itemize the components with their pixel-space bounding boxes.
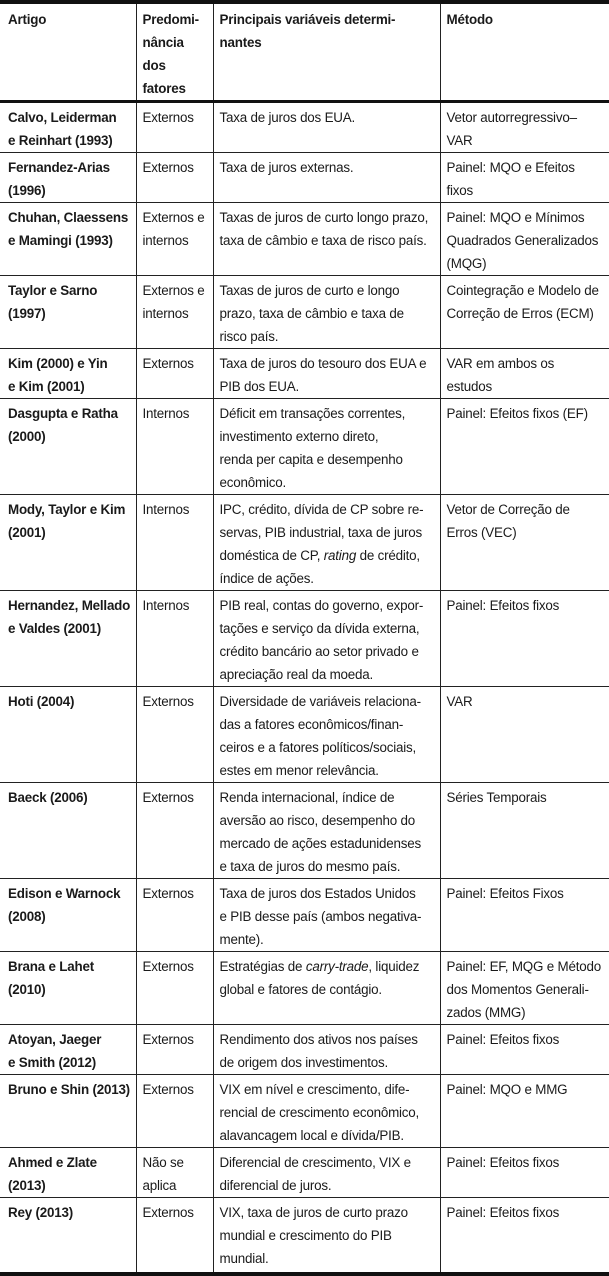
table-row	[0, 1148, 609, 1198]
table-row	[0, 153, 609, 203]
cell-metodo: Painel: Efeitos fixos	[440, 1148, 609, 1198]
cell-predominancia: Externos e internos	[136, 276, 213, 349]
cell-variaveis: VIX em nível e crescimento, dife- rencial de crescimento econômico, alavancagem local e dívida/PIB.	[213, 1075, 440, 1148]
cell-predominancia: Externos e internos	[136, 203, 213, 276]
cell-artigo: Edison e Warnock (2008)	[8, 886, 121, 924]
cell-predominancia: Externos	[136, 153, 213, 203]
cell-variaveis: Diferencial de crescimento, VIX e diferencial de juros.	[213, 1148, 440, 1198]
table-row	[0, 952, 609, 1025]
table-row	[0, 687, 609, 783]
cell-metodo: Vetor de Correção de Erros (VEC)	[440, 495, 609, 591]
cell-variaveis: Diversidade de variáveis relaciona- das a fatores econômicos/finan- ceiros e a fatores políticos/sociais, estes em menor relevância.	[213, 687, 440, 783]
cell-predominancia: Externos	[136, 102, 213, 153]
cell-artigo: Mody, Taylor e Kim (2001)	[8, 502, 126, 540]
cell-variaveis: Estratégias de carry-trade, liquidez global e fatores de contágio.	[213, 952, 440, 1025]
cell-metodo: VAR	[440, 687, 609, 783]
cell-metodo: Painel: Efeitos fixos (EF)	[440, 399, 609, 495]
cell-predominancia: Não se aplica	[136, 1148, 213, 1198]
table-row	[0, 783, 609, 879]
header-metodo: Método	[440, 2, 609, 102]
table-row	[0, 1075, 609, 1148]
table-row	[0, 349, 609, 399]
cell-metodo: Painel: MQO e Efeitos fixos	[440, 153, 609, 203]
cell-metodo: Painel: MQO e MMG	[440, 1075, 609, 1148]
table-row	[0, 276, 609, 349]
cell-variaveis: VIX, taxa de juros de curto prazo mundial e crescimento do PIB mundial.	[213, 1198, 440, 1274]
cell-predominancia: Externos	[136, 1025, 213, 1075]
cell-artigo: Kim (2000) e Yin e Kim (2001)	[8, 356, 108, 394]
cell-variaveis: Taxas de juros de curto longo prazo, taxa de câmbio e taxa de risco país.	[213, 203, 440, 276]
cell-variaveis: Taxa de juros dos Estados Unidos e PIB desse país (ambos negativa- mente).	[213, 879, 440, 952]
cell-predominancia: Internos	[136, 591, 213, 687]
header-variaveis: Principais variáveis determi- nantes	[213, 2, 440, 102]
cell-predominancia: Externos	[136, 783, 213, 879]
cell-variaveis: Taxa de juros do tesouro dos EUA e PIB dos EUA.	[213, 349, 440, 399]
cell-variaveis: Déficit em transações correntes, investimento externo direto, renda per capita e desempenho econômico.	[213, 399, 440, 495]
cell-artigo: Fernandez-Arias (1996)	[8, 160, 110, 198]
cell-predominancia: Externos	[136, 1075, 213, 1148]
table-row	[0, 879, 609, 952]
cell-metodo: Séries Temporais	[440, 783, 609, 879]
cell-metodo: Painel: EF, MQG e Método dos Momentos Generali- zados (MMG)	[440, 952, 609, 1025]
cell-artigo: Ahmed e Zlate (2013)	[8, 1155, 97, 1193]
cell-predominancia: Internos	[136, 495, 213, 591]
cell-artigo: Dasgupta e Ratha (2000)	[8, 406, 118, 444]
cell-artigo: Bruno e Shin (2013)	[8, 1082, 130, 1097]
cell-predominancia: Externos	[136, 349, 213, 399]
cell-artigo: Hernandez, Mellado e Valdes (2001)	[8, 598, 131, 636]
header-artigo: Artigo	[8, 12, 47, 27]
table-row	[0, 102, 609, 153]
cell-variaveis: Renda internacional, índice de aversão ao risco, desempenho do mercado de ações estadunidenses e taxa de juros do mesmo país.	[213, 783, 440, 879]
cell-predominancia: Externos	[136, 1198, 213, 1274]
table-row	[0, 399, 609, 495]
cell-artigo: Baeck (2006)	[8, 790, 88, 805]
cell-variaveis: Taxas de juros de curto e longo prazo, taxa de câmbio e taxa de risco país.	[213, 276, 440, 349]
cell-variaveis: Taxa de juros externas.	[213, 153, 440, 203]
cell-metodo: Painel: MQO e Mínimos Quadrados Generalizados (MQG)	[440, 203, 609, 276]
cell-artigo: Taylor e Sarno (1997)	[8, 283, 98, 321]
cell-artigo: Calvo, Leiderman e Reinhart (1993)	[8, 110, 117, 148]
header-predominancia: Predomi- nância dos fatores	[136, 2, 213, 102]
cell-artigo: Rey (2013)	[8, 1205, 73, 1220]
cell-metodo: Vetor autorregressivo– VAR	[440, 102, 609, 153]
cell-predominancia: Internos	[136, 399, 213, 495]
cell-metodo: VAR em ambos os estudos	[440, 349, 609, 399]
cell-artigo: Atoyan, Jaeger e Smith (2012)	[8, 1032, 102, 1070]
table-row	[0, 1025, 609, 1075]
table-header-row	[0, 2, 609, 102]
cell-predominancia: Externos	[136, 687, 213, 783]
cell-predominancia: Externos	[136, 879, 213, 952]
cell-variaveis: Taxa de juros dos EUA.	[213, 102, 440, 153]
cell-metodo: Cointegração e Modelo de Correção de Erros (ECM)	[440, 276, 609, 349]
table-row	[0, 203, 609, 276]
cell-metodo: Painel: Efeitos Fixos	[440, 879, 609, 952]
cell-metodo: Painel: Efeitos fixos	[440, 1198, 609, 1274]
cell-metodo: Painel: Efeitos fixos	[440, 591, 609, 687]
cell-variaveis: Rendimento dos ativos nos países de origem dos investimentos.	[213, 1025, 440, 1075]
table-row	[0, 495, 609, 591]
cell-artigo: Brana e Lahet (2010)	[8, 959, 94, 997]
cell-artigo: Chuhan, Claessens e Mamingi (1993)	[8, 210, 129, 248]
table-row	[0, 1198, 609, 1274]
cell-variaveis: IPC, crédito, dívida de CP sobre re- servas, PIB industrial, taxa de juros doméstica de CP, rating de crédito, índice de ações.	[213, 495, 440, 591]
cell-metodo: Painel: Efeitos fixos	[440, 1025, 609, 1075]
cell-artigo: Hoti (2004)	[8, 694, 75, 709]
table-row	[0, 591, 609, 687]
cell-variaveis: PIB real, contas do governo, expor- tações e serviço da dívida externa, crédito bancário ao setor privado e apreciação real da moeda.	[213, 591, 440, 687]
cell-predominancia: Externos	[136, 952, 213, 1025]
